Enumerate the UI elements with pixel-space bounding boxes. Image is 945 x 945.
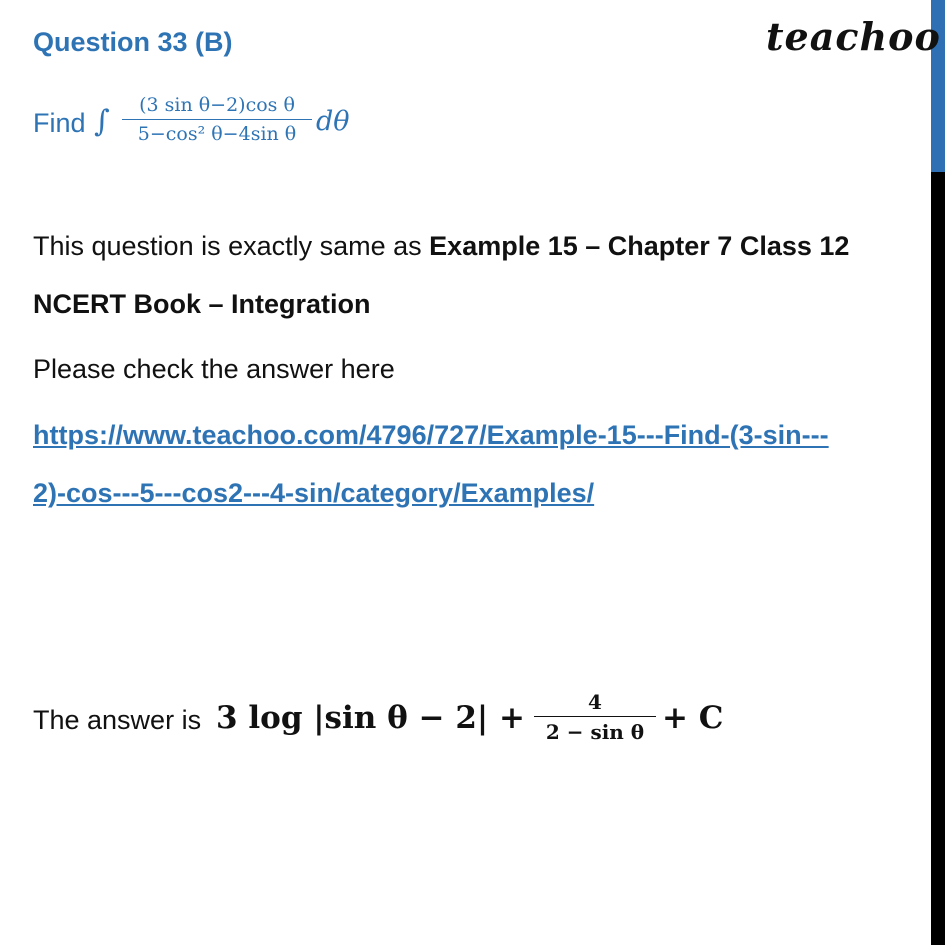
body-line-1-text: This question is exactly same as [33,231,430,261]
page-title: Question 33 (B) [33,27,233,57]
answer-fraction-numerator: 4 [588,690,602,714]
body-line-1 [33,231,849,262]
integrand-fraction [122,94,312,145]
teachoo-logo: teachoo [766,14,941,59]
body-line-2: NCERT Book – Integration [33,289,371,319]
answer-fraction-denominator: 2 − sin θ [545,720,645,744]
differential: dθ [316,106,350,137]
integral-sign: ∫ [94,104,110,139]
answer-link-line-2[interactable]: 2)-cos---5---cos2---4-sin/category/Examples/ [33,478,595,508]
find-label: Find [33,108,86,138]
body-line-3: Please check the answer here [33,354,395,384]
answer-label: The answer is [33,705,202,735]
body-line-1-bold: Example 15 – Chapter 7 Class 12 [429,231,850,261]
answer-expression: 3 log |sin θ − 2| + [216,700,525,736]
answer-fraction [534,690,656,744]
answer-tail: + C [662,700,724,736]
integrand-denominator: 5−cos² θ−4sin θ [137,123,297,145]
integrand-numerator: (3 sin θ−2)cos θ [139,94,295,116]
answer-link-line-1[interactable]: https://www.teachoo.com/4796/727/Example-15---Find-(3-sin--- [33,420,829,450]
